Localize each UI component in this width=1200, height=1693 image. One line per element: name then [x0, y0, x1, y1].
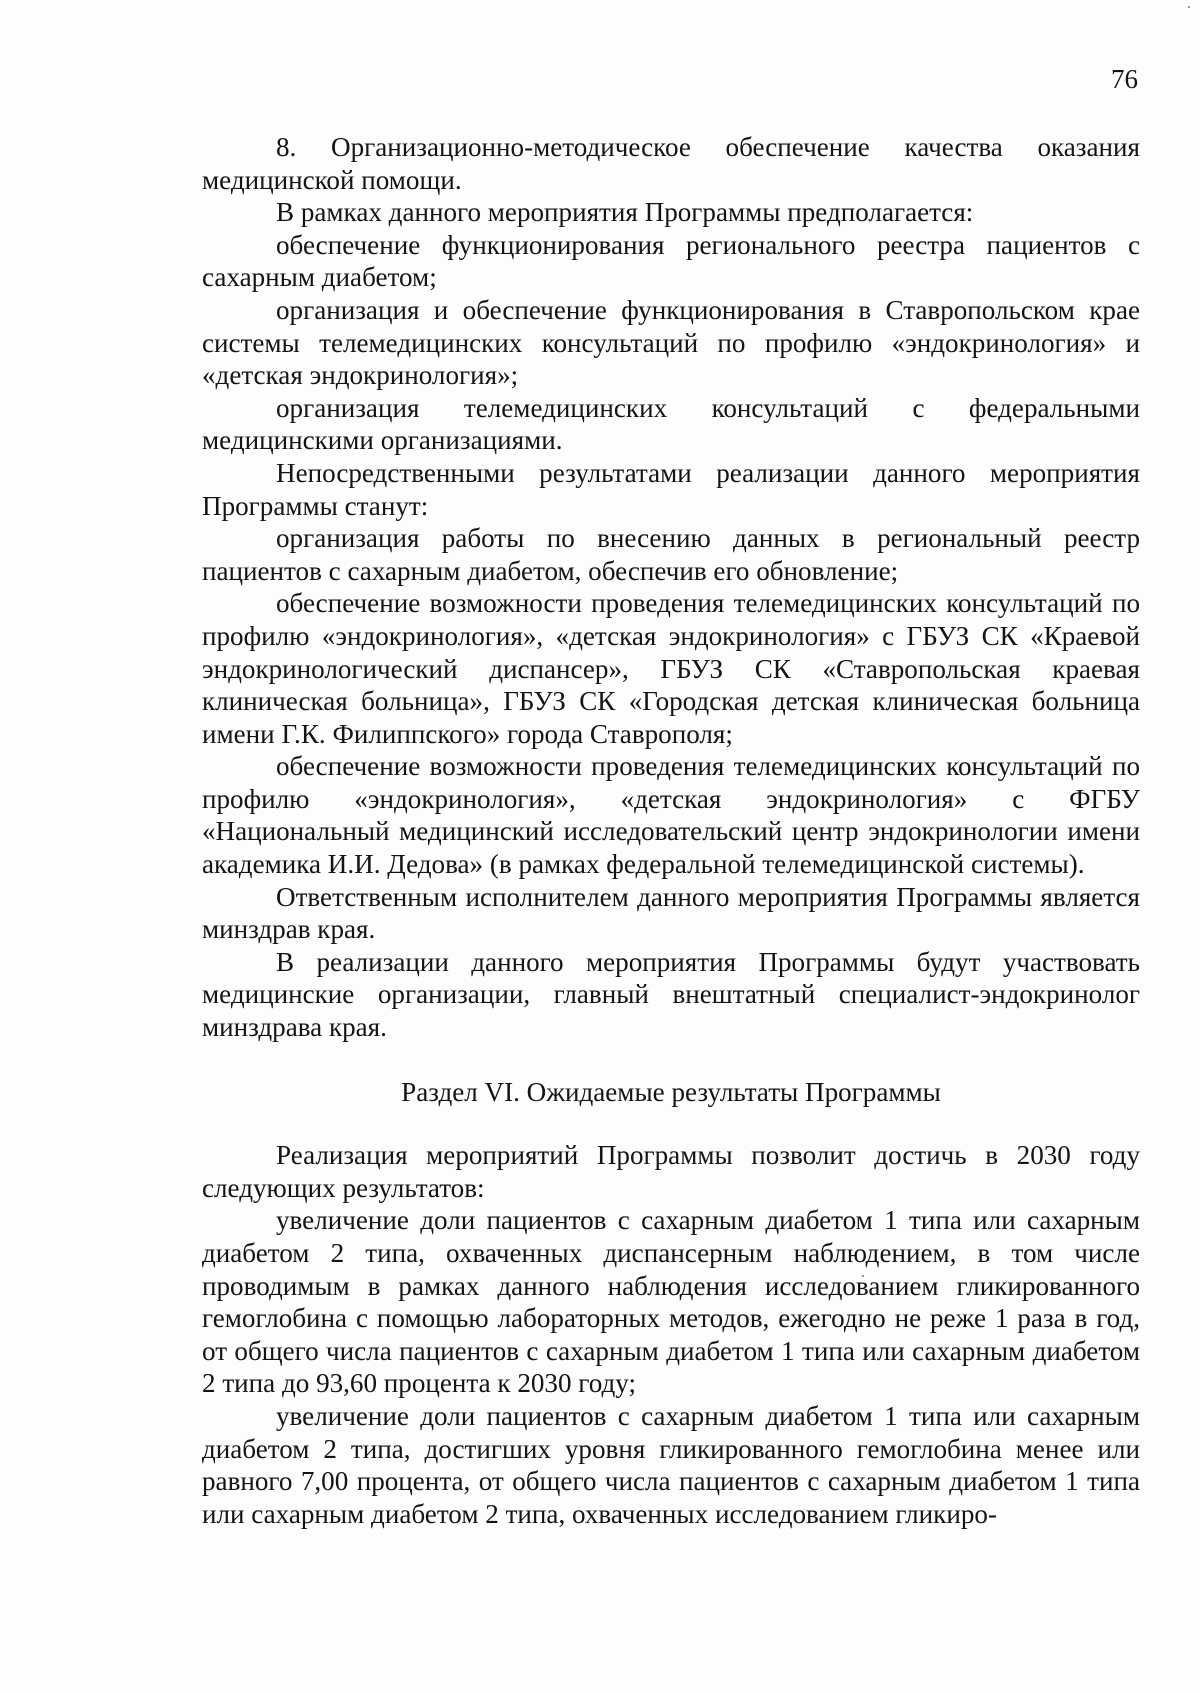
paragraph: Непосредственными результатами реализации данного мероприятия Программы станут: — [202, 457, 1140, 521]
page-number: 76 — [1111, 64, 1138, 94]
paragraph: организация телемедицинских консультаций с федеральными медицинскими организациями. — [202, 392, 1140, 456]
paragraph: обеспечение возможности проведения телемедицинских консультаций по профилю «эндокринология», «детская эндокринология» с ФГБУ «Национальный медицинский исследовательский центр эндокринологии имени академика И.И. Дедова» (в рамках федеральной телемедицинской системы). — [202, 751, 1140, 880]
paragraph: организация и обеспечение функционирования в Ставропольском крае системы телемедицинских консультаций по профилю «эндокринология» и «детская эндокринология»; — [202, 294, 1140, 391]
paragraph: увеличение доли пациентов с сахарным диабетом 1 типа или сахарным диабетом 2 типа, достигших уровня гликированного гемоглобина менее или равного 7,00 процента, от общего числа пациентов с сахарным диабетом 1 типа или сахарным диабетом 2 типа, охваченных исследованием гликиро- — [202, 1400, 1140, 1529]
paragraph: обеспечение функционирования регионального реестра пациентов с сахарным диабетом; — [202, 229, 1140, 293]
document-body — [202, 131, 1140, 1530]
paragraph: В рамках данного мероприятия Программы предполагается: — [276, 197, 974, 228]
scan-speck — [1188, 6, 1190, 8]
paragraph: обеспечение возможности проведения телемедицинских консультаций по профилю «эндокринология», «детская эндокринология» с ГБУЗ СК «Краевой эндокринологический диспансер», ГБУЗ СК «Ставропольская краевая клиническая больница», ГБУЗ СК «Городская детская клиническая больница имени Г.К. Филиппского» города Ставрополя; — [202, 588, 1140, 749]
section-heading: Раздел VI. Ожидаемые результаты Программы — [401, 1076, 941, 1107]
paragraph: Реализация мероприятий Программы позволит достичь в 2030 году следующих результатов: — [202, 1140, 1140, 1203]
paragraph: 8. Организационно-методическое обеспечение качества оказания медицинской помощи. — [202, 132, 1140, 195]
paragraph: увеличение доли пациентов с сахарным диабетом 1 типа или сахарным диабетом 2 типа, охваченных диспансерным наблюдением, в том числе проводимым в рамках данного наблюдения исследованием гликированного гемоглобина с помощью лабораторных методов, ежегодно не реже 1 раза в год, от общего числа пациентов с сахарным диабетом 1 типа или сахарным диабетом 2 типа до 93,60 процента к 2030 году; — [202, 1205, 1140, 1399]
paragraph: Ответственным исполнителем данного мероприятия Программы является минздрав края. — [202, 881, 1140, 945]
paragraph: организация работы по внесению данных в региональный реестр пациентов с сахарным диабетом, обеспечив его обновление; — [202, 523, 1140, 586]
paragraph: В реализации данного мероприятия Программы будут участвовать медицинские организации, главный внештатный специалист-эндокринолог минздрава края. — [202, 946, 1140, 1043]
